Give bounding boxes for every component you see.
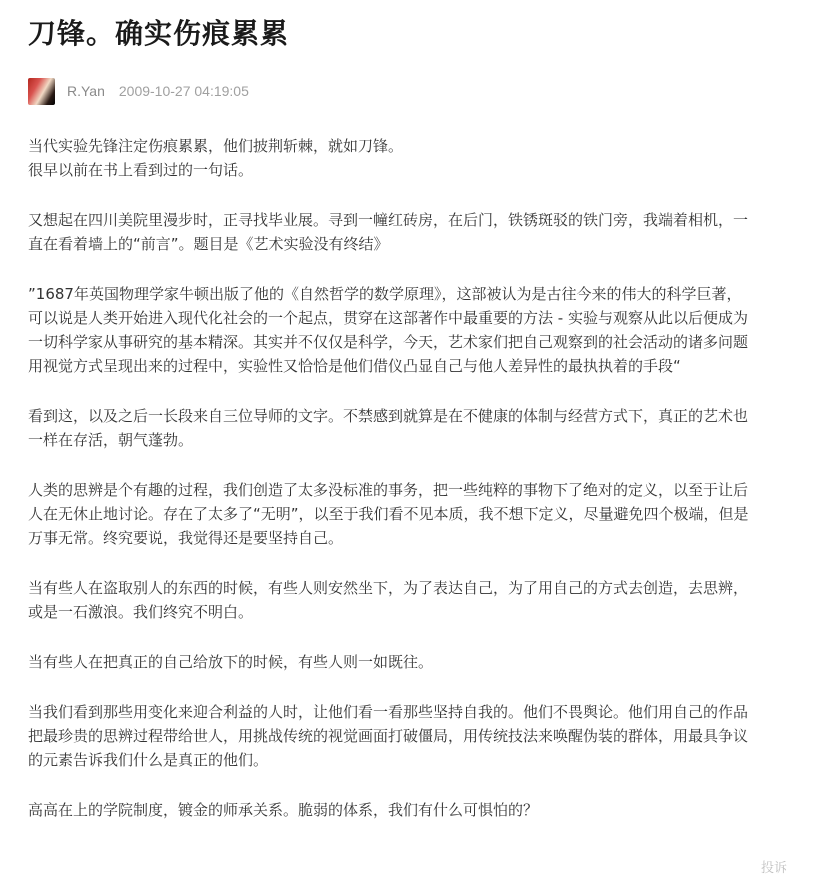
paragraph (28, 700, 793, 772)
text-line: 人类的思辨是个有趣的过程，我们创造了太多没标准的事务，把一些纯粹的事物下了绝对的定义，以至于让后 (28, 481, 749, 499)
post-timestamp: 2009-10-27 04:19:05 (118, 83, 249, 99)
paragraph (28, 404, 793, 452)
paragraph (28, 282, 793, 378)
text-line: 或是一石激浪。我们终究不明白。 (28, 603, 254, 621)
article-body (28, 134, 793, 822)
paragraph (28, 134, 793, 182)
text-line: 的元素告诉我们什么是真正的他们。 (28, 751, 269, 769)
text-line: 看到这，以及之后一长段来自三位导师的文字。不禁感到就算是在不健康的体制与经营方式下，真正的艺术也 (28, 407, 749, 425)
text-line: 当代实验先锋注定伤痕累累，他们披荆斩棘，就如刀锋。 (28, 137, 404, 155)
text-line: ”1687年英国物理学家牛顿出版了他的《自然哲学的数学原理》，这部被认为是古往今来的伟大的科学巨著， (28, 285, 742, 303)
paragraph (28, 478, 793, 550)
text-line: 可以说是人类开始进入现代化社会的一个起点，贯穿在这部著作中最重要的方法 - 实验与观察从此以后便成为 (28, 309, 748, 327)
report-link[interactable]: 投诉 (760, 861, 787, 876)
text-line: 当有些人在把真正的自己给放下的时候，有些人则一如既往。 (28, 653, 434, 671)
text-line: 很早以前在书上看到过的一句话。 (28, 161, 254, 179)
author-avatar[interactable] (28, 78, 55, 105)
text-line: 人在无休止地讨论。存在了太多了“无明”，以至于我们看不见本质，我不想下定义，尽量避免四个极端，但是 (28, 505, 749, 523)
text-line: 高高在上的学院制度，镀金的师承关系。脆弱的体系，我们有什么可惧怕的？ (28, 801, 539, 819)
text-line: 用视觉方式呈现出来的过程中，实验性又恰恰是他们借仪凸显自己与他人差异性的最执执着的手段“ (28, 357, 681, 375)
text-line: 一切科学家从事研究的基本精深。其实并不仅仅是科学，今天，艺术家们把自己观察到的社会活动的诸多问题 (28, 333, 749, 351)
text-line: 万事无常。终究要说，我觉得还是要坚持自己。 (28, 529, 344, 547)
text-line: 当有些人在盗取别人的东西的时候，有些人则安然坐下，为了表达自己，为了用自己的方式去创造，去思辨， (28, 579, 749, 597)
article-meta (28, 76, 793, 106)
text-line: 一样在存活，朝气蓬勃。 (28, 431, 194, 449)
paragraph (28, 576, 793, 624)
paragraph (28, 798, 793, 822)
text-line: 当我们看到那些用变化来迎合利益的人时，让他们看一看那些坚持自我的。他们不畏舆论。他们用自己的作品 (28, 703, 749, 721)
article-title: 刀锋。确实伤痕累累 (28, 17, 290, 50)
article (28, 14, 793, 848)
author-name[interactable]: R.Yan (67, 83, 105, 99)
text-line: 直在看着墙上的“前言”。题目是《艺术实验没有终结》 (28, 235, 389, 253)
text-line: 把最珍贵的思辨过程带给世人，用挑战传统的视觉画面打破僵局，用传统技法来唤醒伪装的群体，用最具争议 (28, 727, 749, 745)
paragraph (28, 208, 793, 256)
paragraph (28, 650, 793, 674)
text-line: 又想起在四川美院里漫步时，正寻找毕业展。寻到一幢红砖房，在后门，铁锈斑驳的铁门旁，我端着相机，一 (28, 211, 749, 229)
